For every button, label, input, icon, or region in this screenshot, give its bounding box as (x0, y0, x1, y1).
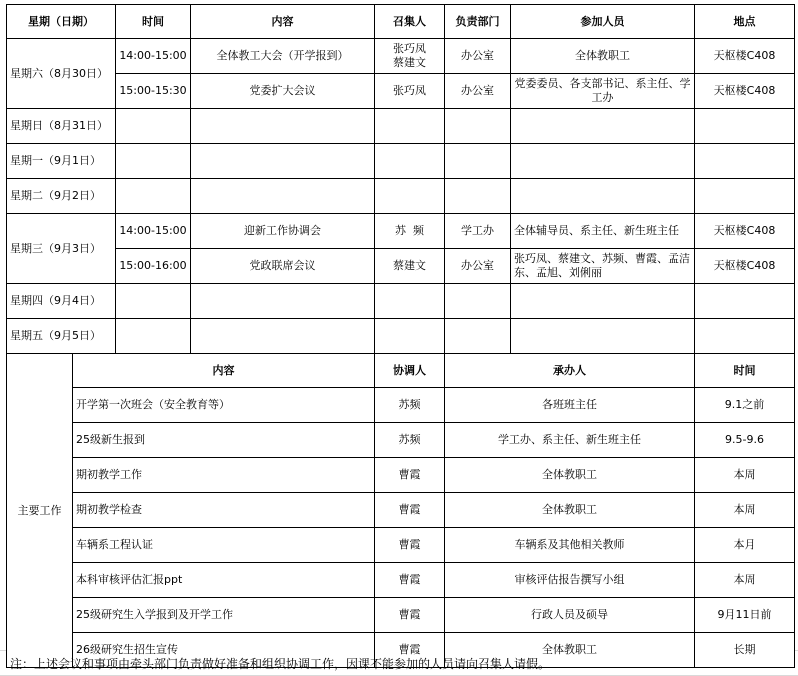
work-row (7, 458, 795, 493)
content-cell[interactable] (191, 319, 375, 354)
work-time-cell[interactable]: 9.1之前 (695, 388, 795, 423)
weekly-schedule-table (6, 4, 795, 668)
content-cell[interactable]: 迎新工作协调会 (191, 214, 375, 249)
participants-cell[interactable] (511, 319, 695, 354)
work-header-content[interactable]: 内容 (73, 354, 375, 388)
work-undertaker-cell[interactable]: 车辆系及其他相关教师 (445, 528, 695, 563)
work-content-cell[interactable]: 期初教学工作 (73, 458, 375, 493)
time-cell[interactable]: 15:00-15:30 (116, 74, 191, 109)
time-cell[interactable] (116, 179, 191, 214)
day-cell[interactable]: 星期四（9月4日） (7, 284, 116, 319)
location-cell[interactable]: 天枢楼C408 (695, 74, 795, 109)
work-time-cell[interactable]: 长期 (695, 633, 795, 668)
department-cell[interactable] (445, 179, 511, 214)
table-row (7, 144, 795, 179)
header-time[interactable]: 时间 (116, 5, 191, 39)
content-cell[interactable]: 全体教工大会（开学报到） (191, 39, 375, 74)
location-cell[interactable] (695, 109, 795, 144)
department-cell[interactable] (445, 144, 511, 179)
convener-cell[interactable]: 张巧凤 蔡建文 (375, 39, 445, 74)
participants-cell[interactable] (511, 109, 695, 144)
table-row (7, 109, 795, 144)
convener-cell[interactable] (375, 319, 445, 354)
work-content-cell[interactable]: 26级研究生招生宣传 (73, 633, 375, 668)
work-coordinator-cell[interactable]: 曹霞 (375, 493, 445, 528)
table-row (7, 214, 795, 249)
header-participants[interactable]: 参加人员 (511, 5, 695, 39)
work-coordinator-cell[interactable]: 苏频 (375, 423, 445, 458)
work-header-time[interactable]: 时间 (695, 354, 795, 388)
header-location[interactable]: 地点 (695, 5, 795, 39)
department-cell[interactable] (445, 319, 511, 354)
work-undertaker-cell[interactable]: 全体教职工 (445, 493, 695, 528)
work-content-cell[interactable]: 25级研究生入学报到及开学工作 (73, 598, 375, 633)
header-weekday[interactable]: 星期（日期） (7, 5, 116, 39)
department-cell[interactable]: 学工办 (445, 214, 511, 249)
work-row (7, 598, 795, 633)
day-cell[interactable]: 星期日（8月31日） (7, 109, 116, 144)
footnote: 注：上述会议和事项由牵头部门负责做好准备和组织协调工作，因课不能参加的人员请向召集人请假。 (10, 657, 551, 671)
schedule-header-row (7, 5, 795, 39)
table-row (7, 319, 795, 354)
content-cell[interactable] (191, 284, 375, 319)
content-cell[interactable]: 党政联席会议 (191, 249, 375, 284)
participants-cell[interactable]: 全体辅导员、系主任、新生班主任 (511, 214, 695, 249)
department-cell[interactable] (445, 284, 511, 319)
work-time-cell[interactable]: 9月11日前 (695, 598, 795, 633)
work-content-cell[interactable]: 车辆系工程认证 (73, 528, 375, 563)
work-coordinator-cell[interactable]: 曹霞 (375, 598, 445, 633)
work-time-cell[interactable]: 本周 (695, 563, 795, 598)
convener-cell[interactable]: 苏 频 (375, 214, 445, 249)
day-cell[interactable]: 星期六（8月30日） (7, 39, 116, 109)
work-row (7, 563, 795, 598)
time-cell[interactable] (116, 109, 191, 144)
content-cell[interactable] (191, 109, 375, 144)
convener-cell[interactable] (375, 284, 445, 319)
time-cell[interactable] (116, 144, 191, 179)
work-coordinator-cell[interactable]: 苏频 (375, 388, 445, 423)
work-content-cell[interactable]: 本科审核评估汇报ppt (73, 563, 375, 598)
time-cell[interactable]: 14:00-15:00 (116, 39, 191, 74)
work-header-undertaker[interactable]: 承办人 (445, 354, 695, 388)
convener-cell[interactable] (375, 179, 445, 214)
work-coordinator-cell[interactable]: 曹霞 (375, 563, 445, 598)
work-undertaker-cell[interactable]: 审核评估报告撰写小组 (445, 563, 695, 598)
table-row (7, 249, 795, 284)
work-coordinator-cell[interactable]: 曹霞 (375, 458, 445, 493)
header-department[interactable]: 负责部门 (445, 5, 511, 39)
work-undertaker-cell[interactable]: 全体教职工 (445, 633, 695, 668)
location-cell[interactable]: 天枢楼C408 (695, 214, 795, 249)
convener-cell[interactable]: 张巧凤 (375, 74, 445, 109)
participants-cell[interactable]: 全体教职工 (511, 39, 695, 74)
location-cell[interactable] (695, 179, 795, 214)
time-cell[interactable]: 14:00-15:00 (116, 214, 191, 249)
work-row (7, 423, 795, 458)
department-cell[interactable]: 办公室 (445, 39, 511, 74)
work-content-cell[interactable]: 开学第一次班会（安全教育等） (73, 388, 375, 423)
location-cell[interactable]: 天枢楼C408 (695, 39, 795, 74)
work-row (7, 388, 795, 423)
location-cell[interactable] (695, 144, 795, 179)
work-content-cell[interactable]: 期初教学检查 (73, 493, 375, 528)
content-cell[interactable]: 党委扩大会议 (191, 74, 375, 109)
time-cell[interactable] (116, 319, 191, 354)
content-cell[interactable] (191, 144, 375, 179)
convener-cell[interactable] (375, 144, 445, 179)
department-cell[interactable]: 办公室 (445, 74, 511, 109)
table-row (7, 179, 795, 214)
time-cell[interactable]: 15:00-16:00 (116, 249, 191, 284)
participants-cell[interactable] (511, 179, 695, 214)
table-row (7, 39, 795, 74)
work-time-cell[interactable]: 9.5-9.6 (695, 423, 795, 458)
table-row (7, 74, 795, 109)
work-coordinator-cell[interactable]: 曹霞 (375, 528, 445, 563)
work-time-cell[interactable]: 本月 (695, 528, 795, 563)
main-work-label[interactable]: 主要工作 (7, 354, 73, 668)
day-cell[interactable]: 星期一（9月1日） (7, 144, 116, 179)
location-cell[interactable] (695, 319, 795, 354)
content-cell[interactable] (191, 179, 375, 214)
participants-cell[interactable]: 党委委员、各支部书记、系主任、学工办 (511, 74, 695, 109)
work-row (7, 528, 795, 563)
time-cell[interactable] (116, 284, 191, 319)
work-time-cell[interactable]: 本周 (695, 458, 795, 493)
location-cell[interactable]: 天枢楼C408 (695, 249, 795, 284)
day-cell[interactable]: 星期二（9月2日） (7, 179, 116, 214)
work-content-cell[interactable]: 25级新生报到 (73, 423, 375, 458)
header-convener[interactable]: 召集人 (375, 5, 445, 39)
convener-cell[interactable]: 蔡建文 (375, 249, 445, 284)
header-content[interactable]: 内容 (191, 5, 375, 39)
day-cell[interactable]: 星期三（9月3日） (7, 214, 116, 284)
department-cell[interactable] (445, 109, 511, 144)
location-cell[interactable] (695, 284, 795, 319)
participants-cell[interactable]: 张巧凤、蔡建文、苏频、曹霞、孟洁东、孟旭、刘俐丽 (511, 249, 695, 284)
department-cell[interactable]: 办公室 (445, 249, 511, 284)
work-row (7, 493, 795, 528)
work-undertaker-cell[interactable]: 学工办、系主任、新生班主任 (445, 423, 695, 458)
work-coordinator-cell[interactable]: 曹霞 (375, 633, 445, 668)
work-header-row (7, 354, 795, 388)
convener-cell[interactable] (375, 109, 445, 144)
day-cell[interactable]: 星期五（9月5日） (7, 319, 116, 354)
work-time-cell[interactable]: 本周 (695, 493, 795, 528)
participants-cell[interactable] (511, 144, 695, 179)
work-undertaker-cell[interactable]: 各班班主任 (445, 388, 695, 423)
work-undertaker-cell[interactable]: 行政人员及硕导 (445, 598, 695, 633)
table-row (7, 284, 795, 319)
work-header-coordinator[interactable]: 协调人 (375, 354, 445, 388)
work-undertaker-cell[interactable]: 全体教职工 (445, 458, 695, 493)
participants-cell[interactable] (511, 284, 695, 319)
